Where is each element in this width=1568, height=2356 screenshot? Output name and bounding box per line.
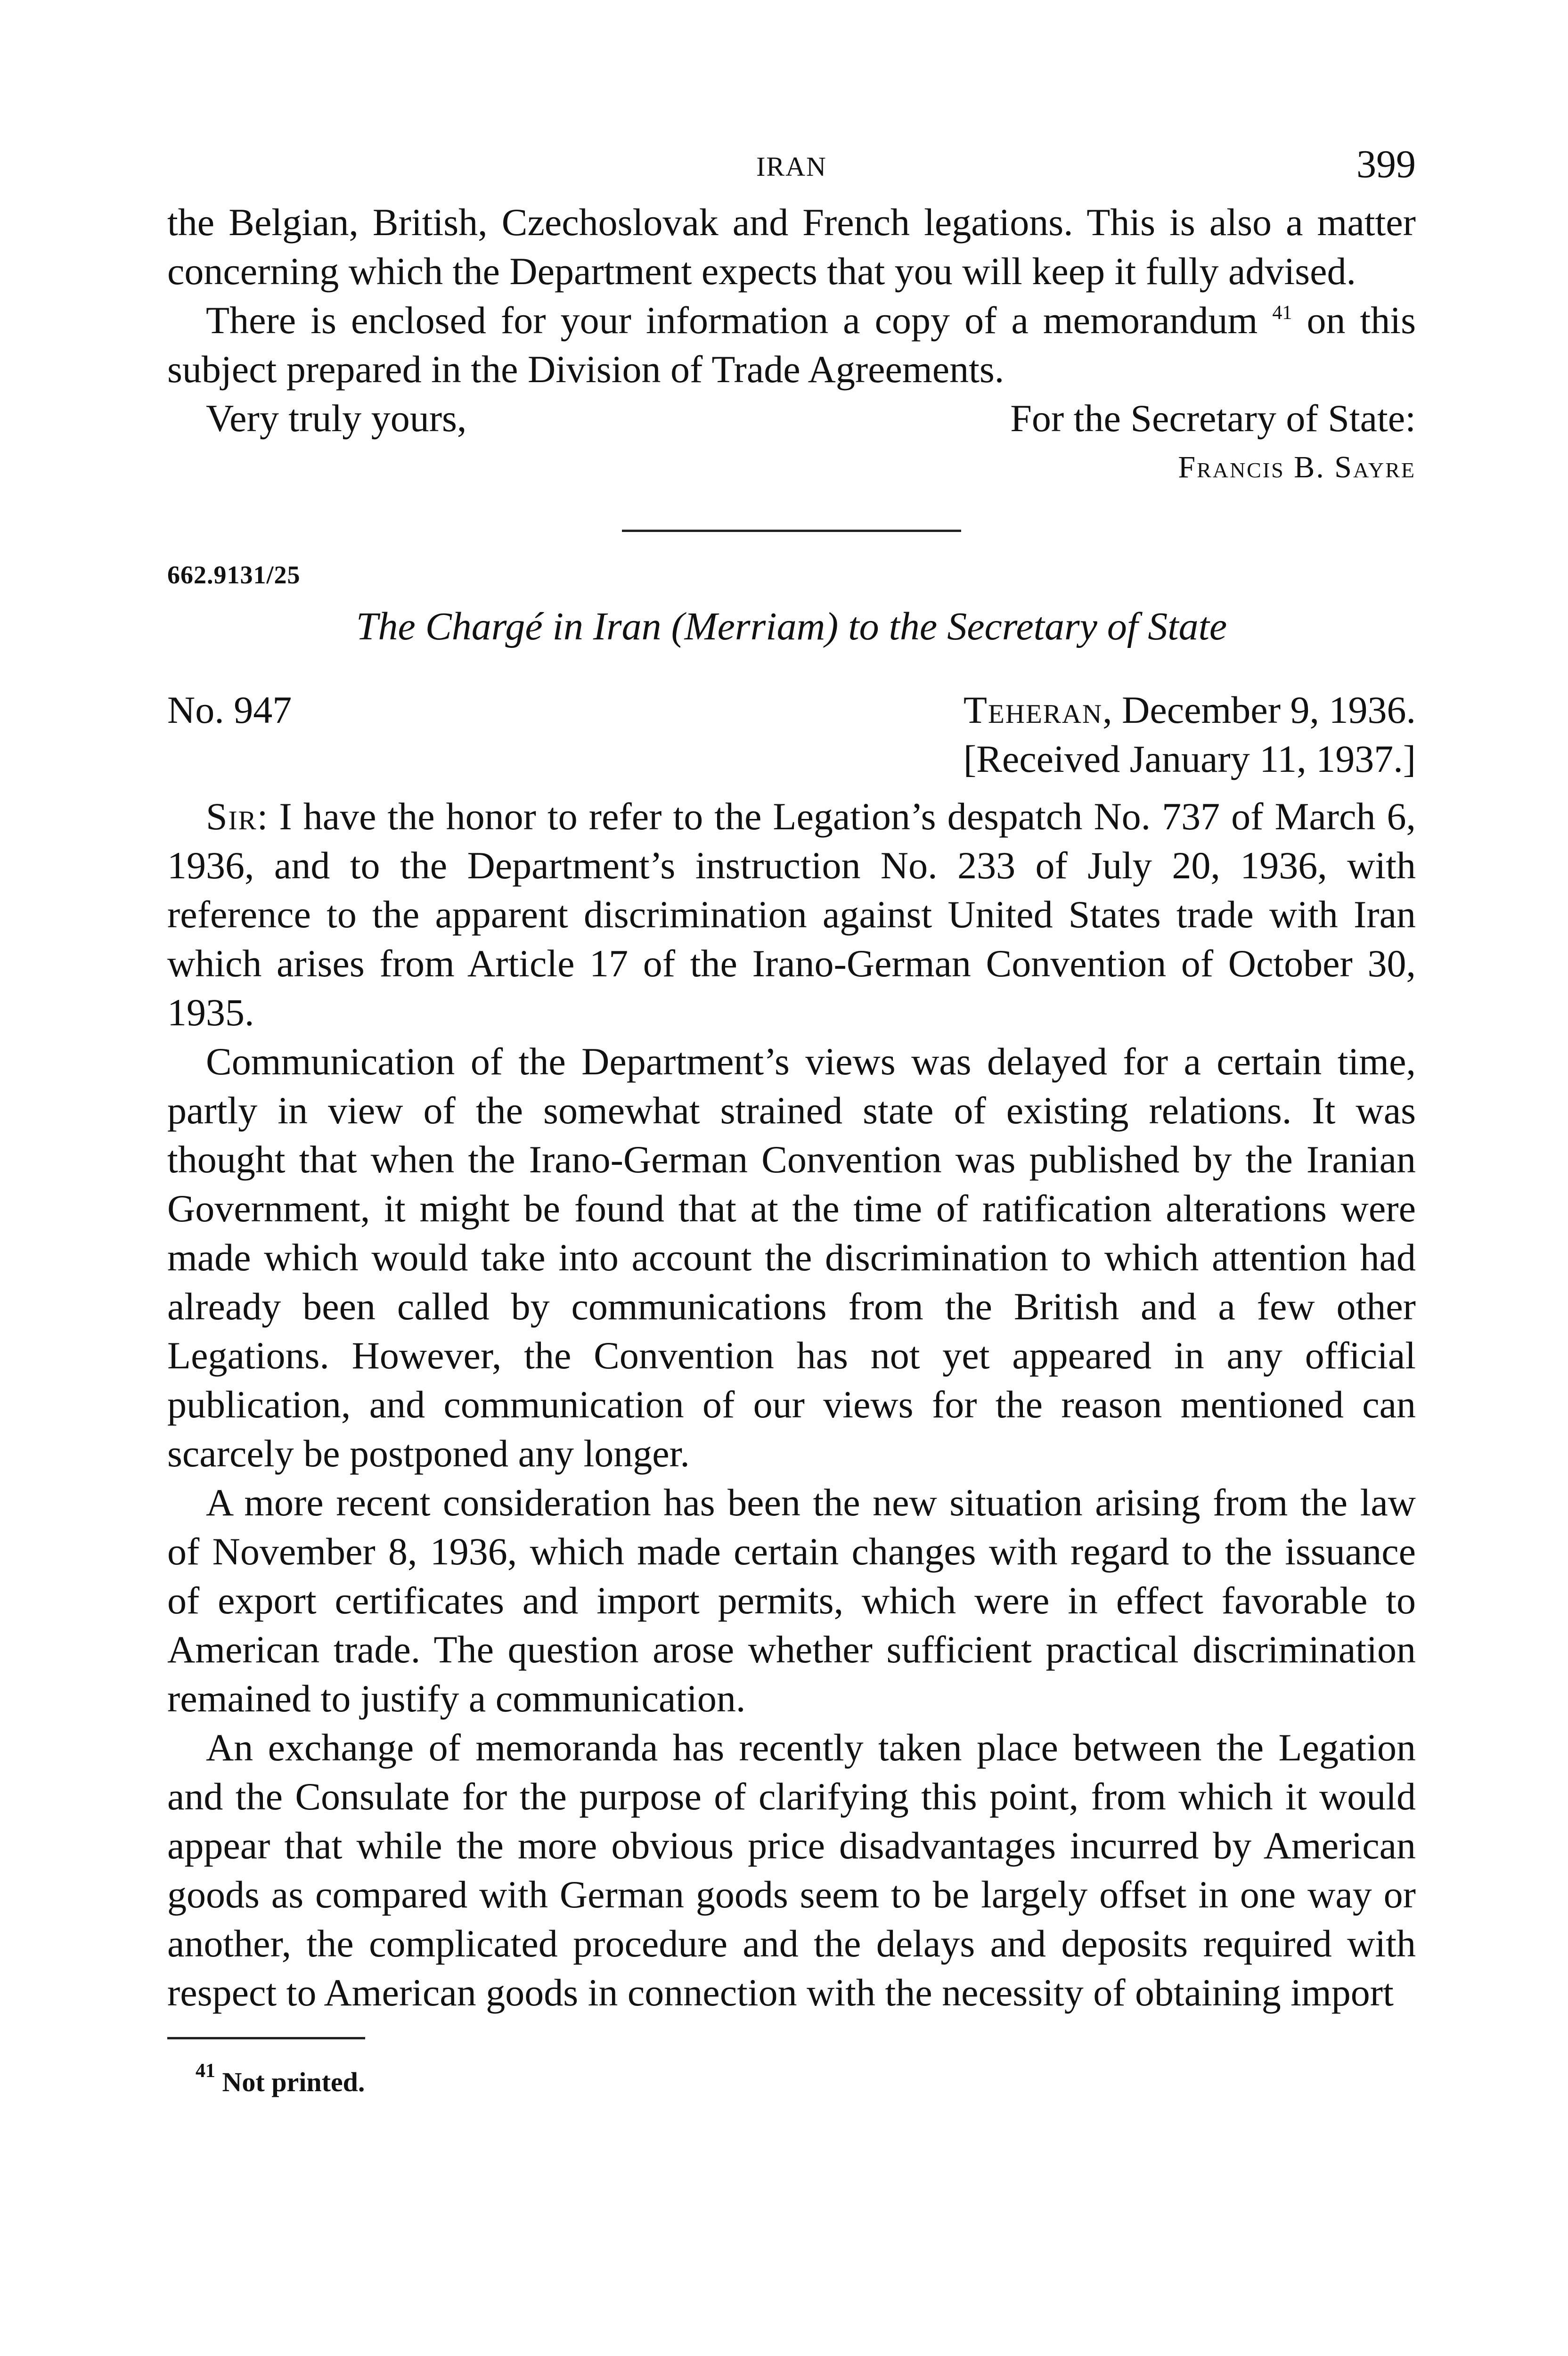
closing-line [167,394,1416,443]
paragraph-1-text: : I have the honor to refer to the Legation’s despatch No. 737 of March 6, 1936, and to the Department’s instruction No. 233 of July 20, 1936, with reference to the apparent discrimination against United States trade with Iran which arises from Article 17 of the Irano-German Convention of October 30, 1935. [167,795,1416,1034]
signature-authority: For the Secretary of State: [1010,397,1416,440]
footnote-text: Not printed. [222,2067,365,2097]
section-divider [622,530,961,532]
place-date [964,686,1416,735]
footnote-divider [167,2037,365,2039]
file-number: 662.9131/25 [167,561,301,589]
received-date: [Received January 11, 1937.] [963,737,1416,780]
despatch-number: No. 947 [167,688,292,731]
enclosure-paragraph [167,296,1416,394]
body-paragraph-2: Communication of the Department’s views was delayed for a certain time, partly in view of the somewhat strained state of existing relations. It was thought that when the Irano-German Convention was published by the Iranian Government, it might be found that at the time of ratification alterations were made which would take into account the discrimination to which attention had already been called by communications from the British and a few other Legations. However, the Convention has not yet appeared in any official publication, and communication of our views for the reason mentioned can scarcely be postponed any longer. [167,1040,1416,1475]
body-paragraph-1 [167,792,1416,1037]
signature: Francis B. Sayre [1178,450,1416,484]
complimentary-close: Very truly yours, [206,397,467,440]
document-heading: The Chargé in Iran (Merriam) to the Secretary of State [356,605,1227,648]
footnote-mark: 41 [196,2060,215,2082]
body-paragraph-3: A more recent consideration has been the new situation arising from the law of November 8, 1936, which made certain changes with regard to the issuance of export certificates and import permits, which were in effect favorable to American trade. The question arose whether sufficient practical discrimination remained to justify a communication. [167,1481,1416,1720]
date: , December 9, 1936. [1102,688,1416,731]
enclosure-text-after: on this subject prepared in the Division of Trade Agreements. [167,299,1416,391]
document-page [167,141,1416,2100]
dateline [167,686,1416,735]
footnote [167,2060,1416,2100]
page-number: 399 [1356,142,1416,186]
body-paragraph-4: An exchange of memoranda has recently taken place between the Legation and the Consulate for the purpose of clarifying this point, from which it would appear that while the more obvious price disadvantages incurred by American goods as compared with German goods seem to be largely offset in one way or another, the complicated procedure and the delays and deposits required with respect to American goods in connection with the necessity of obtaining import [167,1726,1416,2014]
salutation: Sir [206,795,257,838]
enclosure-text-before: There is enclosed for your information a copy of a memorandum [206,299,1258,342]
running-title: IRAN [756,151,827,182]
footnote-reference: 41 [1272,302,1292,324]
carryover-paragraph: the Belgian, British, Czechoslovak and French legations. This is also a matter concerning which the Department expects that you will keep it fully advised. [167,201,1416,293]
place: Teheran [963,688,1103,731]
running-header [167,141,1416,198]
